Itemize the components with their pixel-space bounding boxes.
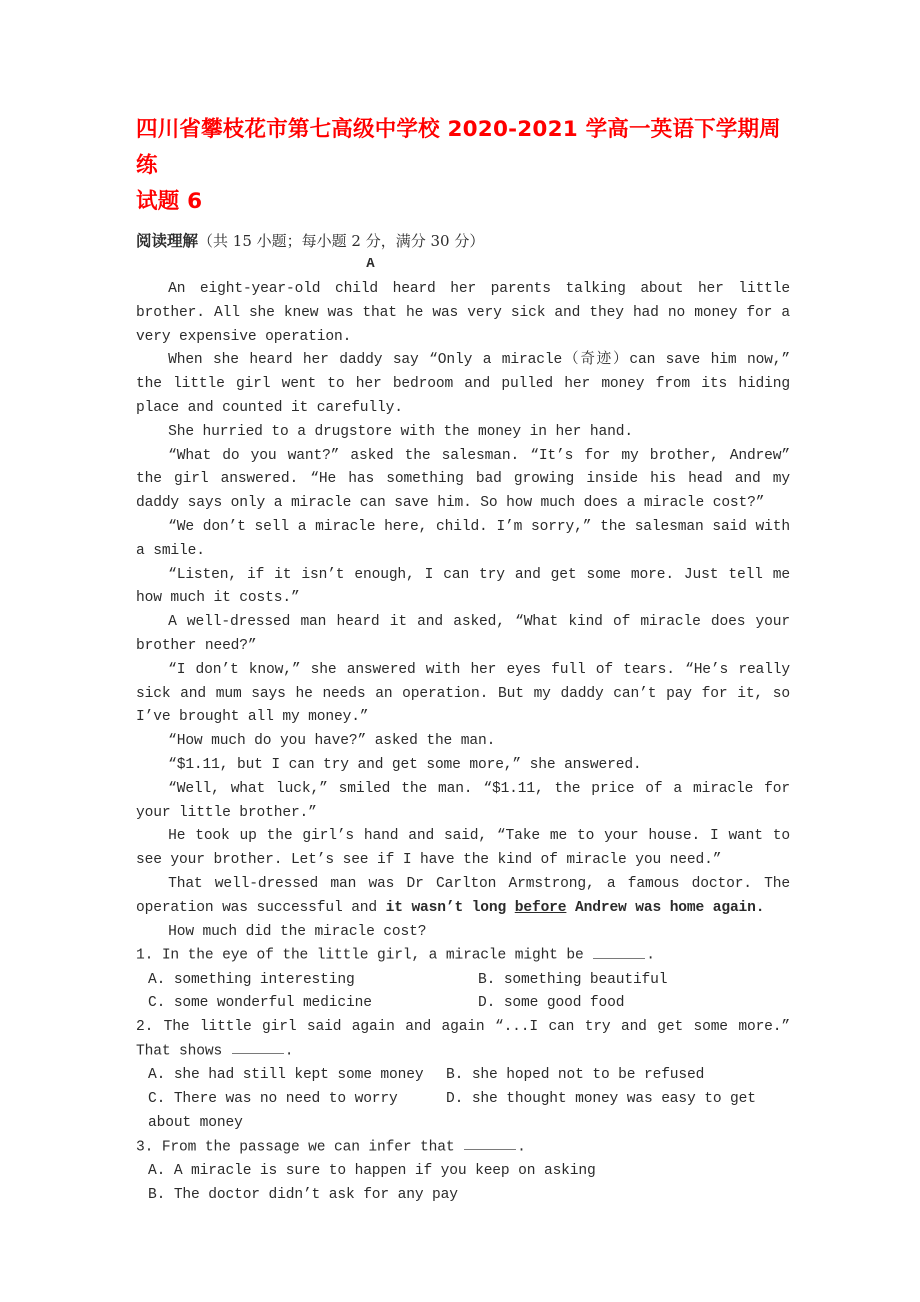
question-item	[136, 944, 790, 1016]
option-b[interactable]	[478, 969, 667, 993]
option-label: D.	[478, 995, 496, 1012]
passage-paragraph: “How much do you have?” asked the man.	[168, 733, 496, 750]
option-text: The doctor didn’t ask for any pay	[173, 1186, 458, 1203]
option-b[interactable]	[446, 1064, 704, 1088]
passage-paragraph: When she heard her daddy say “Only a miracle（奇迹）can save him now,” the little girl went to her bedroom and pulled her money from its hiding place and counted it carefully.	[136, 352, 790, 416]
passage-closing-line: How much did the miracle cost?	[168, 923, 427, 940]
page-title-line-1: 四川省攀枝花市第七高级中学校 2020-2021 学高一英语下学期周练	[136, 117, 781, 178]
option-row	[136, 1064, 790, 1088]
passage-paragraph: “What do you want?” asked the salesman. “It’s for my brother, Andrew” the girl answered. “He has something bad growing inside his head and my daddy says only a miracle can save him. So how much does a miracle cost?”	[136, 447, 790, 512]
passage-paragraph-final	[136, 873, 790, 921]
option-label: A.	[148, 1162, 166, 1179]
question-number: 2.	[136, 1019, 154, 1036]
option-text: A miracle is sure to happen if you keep on asking	[173, 1162, 596, 1179]
final-paragraph-bold-underline: before	[514, 899, 567, 916]
option-d[interactable]	[446, 1088, 756, 1136]
option-c[interactable]	[148, 992, 478, 1016]
option-b[interactable]	[148, 1184, 458, 1208]
page-title	[136, 0, 790, 220]
option-a[interactable]	[148, 969, 478, 993]
question-stem-tail: .	[284, 1043, 294, 1060]
option-row	[136, 1088, 790, 1136]
option-text: she hoped not to be refused	[471, 1067, 705, 1084]
question-number: 3.	[136, 1138, 154, 1155]
option-label: A.	[148, 1067, 166, 1084]
question-stem	[136, 1016, 790, 1064]
option-a[interactable]	[148, 1160, 596, 1184]
option-text: some good food	[503, 995, 625, 1012]
option-c[interactable]	[148, 1088, 446, 1136]
option-row	[136, 969, 790, 993]
option-row	[136, 992, 790, 1016]
option-text: she thought money was easy to get	[471, 1090, 756, 1107]
section-heading-label: 阅读理解	[136, 232, 199, 250]
option-row	[136, 1160, 790, 1184]
option-a[interactable]	[148, 1064, 446, 1088]
passage-paragraph: A well-dressed man heard it and asked, “What kind of miracle does your brother need?”	[136, 614, 790, 654]
passage-paragraph: “Well, what luck,” smiled the man. “$1.11, the price of a miracle for your little brother.”	[136, 780, 790, 821]
question-stem-text: From the passage we can infer that	[161, 1138, 464, 1155]
option-label: B.	[478, 971, 496, 988]
question-number: 1.	[136, 947, 154, 964]
final-paragraph-bold-post: Andrew was home again.	[566, 899, 765, 916]
questions-list	[136, 944, 790, 1207]
answer-blank[interactable]	[232, 1040, 284, 1054]
passage-paragraph: “$1.11, but I can try and get some more,” she answered.	[168, 756, 642, 773]
question-stem	[136, 944, 790, 968]
option-label: C.	[148, 995, 166, 1012]
option-text: something interesting	[173, 971, 355, 988]
passage-paragraph: “I don’t know,” she answered with her eyes full of tears. “He’s really sick and mum says he needs an operation. But my daddy can’t pay for it, so I’ve brought all my money.”	[136, 661, 790, 726]
option-d[interactable]	[478, 992, 624, 1016]
option-label: C.	[148, 1090, 166, 1107]
question-stem	[136, 1136, 790, 1160]
page-title-line-2: 试题 6	[136, 189, 203, 214]
option-text: some wonderful medicine	[173, 995, 372, 1012]
final-paragraph-lead: That well-dressed man was Dr Carlton Armstrong, a famous doctor. The operation was successful and	[136, 875, 790, 916]
question-stem-tail: .	[517, 1138, 526, 1155]
passage-letter: A	[366, 256, 375, 272]
final-paragraph-bold-pre: it wasn’t long	[385, 899, 515, 916]
option-label: B.	[446, 1067, 464, 1084]
option-label: D.	[446, 1090, 464, 1107]
passage-paragraph: He took up the girl’s hand and said, “Take me to your house. I want to see your brother. Let’s see if I have the kind of miracle you need.”	[136, 828, 790, 869]
answer-blank[interactable]	[464, 1136, 516, 1150]
passage-body	[136, 278, 790, 944]
passage-paragraph: She hurried to a drugstore with the money in her hand.	[168, 423, 633, 440]
option-text: There was no need to worry about money	[148, 1090, 398, 1131]
option-text: she had still kept some money	[173, 1067, 424, 1084]
passage-paragraph: “Listen, if it isn’t enough, I can try and get some more. Just tell me how much it costs.”	[136, 566, 790, 607]
section-heading-meta: （共 15 小题；每小题 2 分，满分 30 分）	[198, 232, 485, 250]
answer-blank[interactable]	[593, 944, 645, 958]
question-item	[136, 1136, 790, 1208]
section-heading	[136, 230, 790, 252]
option-label: B.	[148, 1186, 166, 1203]
question-stem-text: In the eye of the little girl, a miracle might be	[161, 947, 593, 964]
question-item	[136, 1016, 790, 1135]
question-stem-text: The little girl said again and again “...I can try and get some more.” That shows	[136, 1019, 791, 1060]
passage-paragraph: “We don’t sell a miracle here, child. I’m sorry,” the salesman said with a smile.	[136, 518, 790, 559]
option-label: A.	[148, 971, 166, 988]
passage-paragraph: An eight-year-old child heard her parents talking about her little brother. All she knew was that he was very sick and they had no money for a very expensive operation.	[136, 281, 790, 345]
question-stem-tail: .	[646, 947, 655, 964]
option-text: something beautiful	[503, 971, 668, 988]
option-row	[136, 1184, 790, 1208]
